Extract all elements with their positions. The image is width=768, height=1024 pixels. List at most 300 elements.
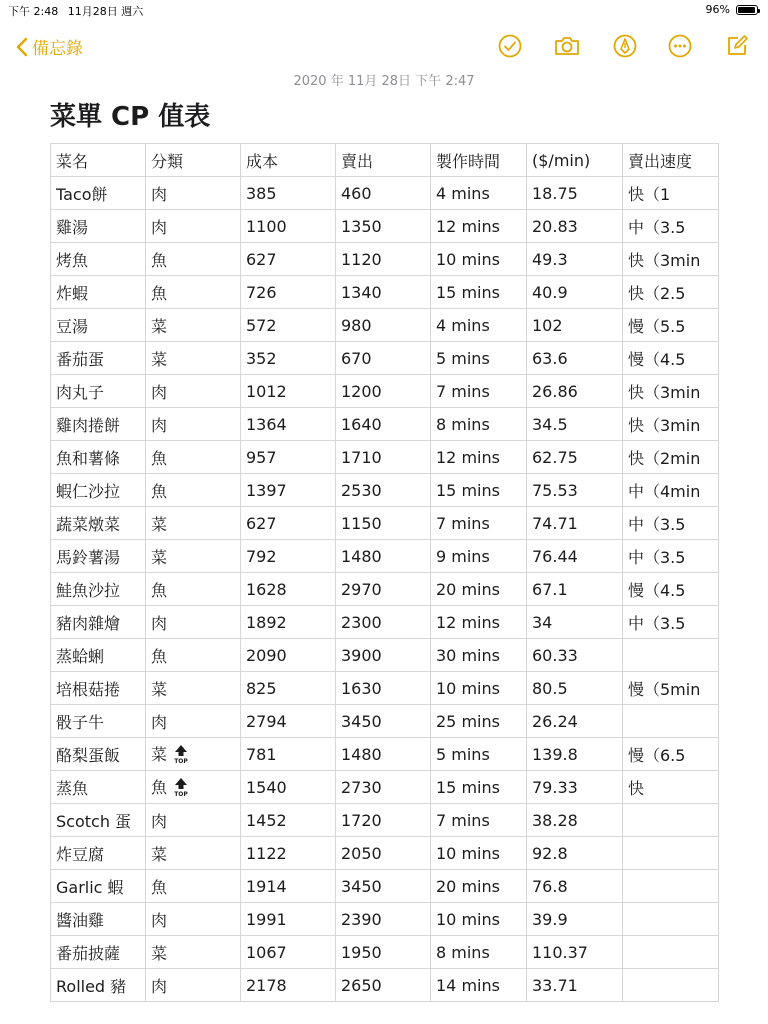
cell-price-text: 2530 — [341, 480, 382, 500]
cell-rate[interactable] — [527, 705, 623, 738]
cell-price-text: 1150 — [341, 513, 382, 533]
cell-cost[interactable] — [241, 639, 336, 672]
cell-price[interactable] — [336, 474, 431, 507]
header-cost[interactable]: 成本 — [241, 144, 336, 177]
cell-category[interactable] — [146, 441, 241, 474]
cell-cost-text: 352 — [246, 348, 277, 368]
cell-price-text: 460 — [341, 183, 372, 203]
cell-price-text: 1710 — [341, 447, 382, 467]
cell-speed[interactable] — [623, 672, 719, 705]
cell-rate[interactable] — [527, 474, 623, 507]
cell-speed[interactable] — [623, 243, 719, 276]
cell-cost[interactable] — [241, 210, 336, 243]
cell-cost[interactable] — [241, 573, 336, 606]
cell-category-text: 菜 — [151, 514, 168, 534]
cell-cost[interactable] — [241, 738, 336, 771]
cell-rate-text: 110.37 — [532, 942, 588, 962]
cell-cost[interactable] — [241, 969, 336, 1002]
cell-time[interactable] — [431, 177, 527, 210]
cell-cost-text: 1100 — [246, 216, 287, 236]
cell-category-text: 肉 — [151, 184, 168, 204]
cell-price[interactable] — [336, 903, 431, 936]
cell-rate-text: 18.75 — [532, 183, 578, 203]
cell-cost[interactable] — [241, 936, 336, 969]
header-name[interactable]: 菜名 — [51, 144, 146, 177]
cell-price-text: 1350 — [341, 216, 382, 236]
cell-rate-text: 60.33 — [532, 645, 578, 665]
cell-cost-text: 572 — [246, 315, 277, 335]
cell-category-text: 魚 — [151, 283, 168, 303]
cell-name-text: 番茄披薩 — [56, 943, 121, 963]
cell-category[interactable] — [146, 870, 241, 903]
cell-time-text: 5 mins — [436, 348, 490, 368]
cell-rate[interactable] — [527, 342, 623, 375]
cell-name[interactable] — [51, 408, 146, 441]
cell-time-text: 8 mins — [436, 942, 490, 962]
cell-category[interactable] — [146, 606, 241, 639]
cell-category[interactable] — [146, 804, 241, 837]
cell-speed[interactable] — [623, 210, 719, 243]
cell-category[interactable] — [146, 540, 241, 573]
cell-cost[interactable] — [241, 441, 336, 474]
battery-icon — [736, 5, 758, 15]
cell-rate[interactable] — [527, 408, 623, 441]
cell-cost[interactable] — [241, 474, 336, 507]
table-row — [51, 903, 719, 936]
table-row — [51, 969, 719, 1002]
cell-cost-text: 957 — [246, 447, 277, 467]
cell-time-text: 10 mins — [436, 843, 500, 863]
cell-price[interactable] — [336, 210, 431, 243]
cell-category-text: 菜 — [151, 316, 168, 336]
cell-time[interactable] — [431, 903, 527, 936]
cell-name[interactable] — [51, 936, 146, 969]
cell-name[interactable] — [51, 276, 146, 309]
markup-icon[interactable] — [612, 33, 638, 59]
cell-price-text: 2730 — [341, 777, 382, 797]
cell-name[interactable] — [51, 804, 146, 837]
cell-time[interactable] — [431, 606, 527, 639]
cell-cost-text: 781 — [246, 744, 277, 764]
cell-cost-text: 2794 — [246, 711, 287, 731]
cell-price-text: 1630 — [341, 678, 382, 698]
cell-name-text: 蒸蛤蜊 — [56, 646, 105, 666]
cell-category-text: 魚 — [151, 481, 168, 501]
cell-cost-text: 792 — [246, 546, 277, 566]
cell-speed[interactable] — [623, 639, 719, 672]
menu-table[interactable] — [50, 143, 719, 1002]
cell-time[interactable] — [431, 936, 527, 969]
cell-category[interactable] — [146, 210, 241, 243]
cell-category-text: 肉 — [151, 382, 168, 402]
checklist-icon[interactable] — [497, 33, 523, 59]
cell-category-text: 魚 — [151, 580, 168, 600]
cell-time[interactable] — [431, 540, 527, 573]
cell-rate[interactable] — [527, 804, 623, 837]
cell-name[interactable] — [51, 705, 146, 738]
cell-rate[interactable] — [527, 375, 623, 408]
cell-cost-text: 1397 — [246, 480, 287, 500]
cell-time[interactable] — [431, 474, 527, 507]
cell-rate[interactable] — [527, 540, 623, 573]
cell-name[interactable] — [51, 210, 146, 243]
cell-rate-text: 102 — [532, 315, 563, 335]
cell-price[interactable] — [336, 738, 431, 771]
cell-time[interactable] — [431, 639, 527, 672]
cell-speed[interactable] — [623, 375, 719, 408]
cell-category-text: 肉 — [151, 811, 168, 831]
cell-time[interactable] — [431, 804, 527, 837]
note-title[interactable]: 菜單 CP 值表 — [50, 102, 211, 132]
cell-time-text: 10 mins — [436, 678, 500, 698]
cell-speed[interactable] — [623, 441, 719, 474]
cell-name[interactable] — [51, 507, 146, 540]
cell-price-text: 2050 — [341, 843, 382, 863]
cell-price[interactable] — [336, 639, 431, 672]
cell-rate[interactable] — [527, 903, 623, 936]
cell-category[interactable] — [146, 408, 241, 441]
cell-price[interactable] — [336, 573, 431, 606]
cell-category[interactable] — [146, 177, 241, 210]
cell-rate[interactable] — [527, 309, 623, 342]
cell-speed[interactable] — [623, 804, 719, 837]
cell-name-text: 豬肉雜燴 — [56, 613, 121, 633]
cell-name-text: 炸蝦 — [56, 283, 89, 303]
cell-time[interactable] — [431, 507, 527, 540]
cell-category[interactable] — [146, 243, 241, 276]
header-time[interactable]: 製作時間 — [431, 144, 527, 177]
cell-speed-text: 快（1 — [628, 184, 671, 204]
cell-name-text: 醬油雞 — [56, 910, 105, 930]
cell-cost[interactable] — [241, 672, 336, 705]
cell-rate[interactable] — [527, 441, 623, 474]
cell-category-text: 菜 — [151, 745, 168, 765]
cell-cost-text: 2090 — [246, 645, 287, 665]
cell-time[interactable] — [431, 342, 527, 375]
cell-category-text: 肉 — [151, 910, 168, 930]
cell-time[interactable] — [431, 243, 527, 276]
cell-name-text: Rolled 豬 — [56, 976, 127, 996]
cell-name[interactable] — [51, 606, 146, 639]
cell-speed-text: 慢（4.5 — [628, 580, 686, 600]
table-row — [51, 771, 719, 804]
cell-speed[interactable] — [623, 342, 719, 375]
cell-name[interactable] — [51, 441, 146, 474]
top-arrow-icon — [173, 744, 189, 764]
cell-category-text: 魚 — [151, 778, 168, 798]
cell-name[interactable] — [51, 309, 146, 342]
cell-price-text: 2970 — [341, 579, 382, 599]
cell-time-text: 10 mins — [436, 909, 500, 929]
cell-price-text: 1200 — [341, 381, 382, 401]
cell-name[interactable] — [51, 771, 146, 804]
cell-name[interactable] — [51, 969, 146, 1002]
cell-time[interactable] — [431, 771, 527, 804]
cell-price[interactable] — [336, 606, 431, 639]
cell-time-text: 15 mins — [436, 777, 500, 797]
cell-rate-text: 139.8 — [532, 744, 578, 764]
cell-price[interactable] — [336, 408, 431, 441]
cell-category-text: 魚 — [151, 877, 168, 897]
cell-speed[interactable] — [623, 573, 719, 606]
cell-rate-text: 80.5 — [532, 678, 568, 698]
top-label: TOP — [174, 790, 188, 797]
header-rate[interactable]: ($/min) — [527, 144, 623, 177]
cell-rate[interactable] — [527, 573, 623, 606]
cell-speed[interactable] — [623, 969, 719, 1002]
cell-rate[interactable] — [527, 936, 623, 969]
cell-category[interactable] — [146, 276, 241, 309]
cell-name[interactable] — [51, 738, 146, 771]
cell-name[interactable] — [51, 672, 146, 705]
cell-cost[interactable] — [241, 243, 336, 276]
compose-icon[interactable] — [724, 33, 750, 59]
cell-name[interactable] — [51, 177, 146, 210]
cell-cost-text: 1991 — [246, 909, 287, 929]
cell-price[interactable] — [336, 804, 431, 837]
more-icon[interactable] — [667, 33, 693, 59]
cell-rate[interactable] — [527, 177, 623, 210]
cell-cost[interactable] — [241, 309, 336, 342]
cell-name[interactable] — [51, 639, 146, 672]
cell-price[interactable] — [336, 540, 431, 573]
cell-rate-text: 62.75 — [532, 447, 578, 467]
cell-cost[interactable] — [241, 507, 336, 540]
cell-rate-text: 92.8 — [532, 843, 568, 863]
cell-rate[interactable] — [527, 276, 623, 309]
cell-price[interactable] — [336, 177, 431, 210]
cell-name-text: 蒸魚 — [56, 778, 89, 798]
cell-category[interactable] — [146, 936, 241, 969]
cell-speed[interactable] — [623, 309, 719, 342]
cell-cost[interactable] — [241, 606, 336, 639]
cell-name[interactable] — [51, 903, 146, 936]
table-row — [51, 177, 719, 210]
cell-price-text: 3900 — [341, 645, 382, 665]
cell-name-text: 馬鈴薯湯 — [56, 547, 121, 567]
cell-cost[interactable] — [241, 276, 336, 309]
cell-rate[interactable] — [527, 771, 623, 804]
cell-rate-text: 74.71 — [532, 513, 578, 533]
cell-time[interactable] — [431, 573, 527, 606]
cell-category[interactable] — [146, 309, 241, 342]
cell-cost-text: 1540 — [246, 777, 287, 797]
back-button[interactable] — [16, 34, 83, 59]
table-row — [51, 309, 719, 342]
cell-speed[interactable] — [623, 474, 719, 507]
cell-category[interactable] — [146, 672, 241, 705]
cell-category-text: 菜 — [151, 844, 168, 864]
cell-category-text: 肉 — [151, 613, 168, 633]
cell-speed[interactable] — [623, 606, 719, 639]
table-row — [51, 474, 719, 507]
cell-rate-text: 67.1 — [532, 579, 568, 599]
cell-cost-text: 825 — [246, 678, 277, 698]
cell-cost[interactable] — [241, 177, 336, 210]
cell-speed-text: 快（3min — [628, 250, 701, 270]
cell-time[interactable] — [431, 969, 527, 1002]
cell-speed-text: 中（3.5 — [628, 613, 686, 633]
cell-rate[interactable] — [527, 969, 623, 1002]
cell-speed-text: 快（3min — [628, 415, 701, 435]
cell-price[interactable] — [336, 870, 431, 903]
cell-rate[interactable] — [527, 837, 623, 870]
cell-name[interactable] — [51, 573, 146, 606]
cell-category[interactable] — [146, 903, 241, 936]
cell-category-text: 菜 — [151, 349, 168, 369]
cell-name-text: Taco餅 — [56, 184, 108, 204]
cell-time[interactable] — [431, 441, 527, 474]
cell-name[interactable] — [51, 375, 146, 408]
cell-cost-text: 1914 — [246, 876, 287, 896]
cell-price-text: 3450 — [341, 876, 382, 896]
cell-time-text: 15 mins — [436, 480, 500, 500]
cell-price-text: 1480 — [341, 744, 382, 764]
cell-category[interactable] — [146, 705, 241, 738]
cell-price-text: 2390 — [341, 909, 382, 929]
cell-rate[interactable] — [527, 507, 623, 540]
cell-price[interactable] — [336, 507, 431, 540]
cell-speed[interactable] — [623, 870, 719, 903]
cell-time[interactable] — [431, 210, 527, 243]
cell-price[interactable] — [336, 969, 431, 1002]
cell-category[interactable] — [146, 771, 241, 804]
cell-speed-text: 慢（4.5 — [628, 349, 686, 369]
cell-price[interactable] — [336, 771, 431, 804]
cell-cost[interactable] — [241, 705, 336, 738]
cell-speed[interactable] — [623, 177, 719, 210]
cell-cost[interactable] — [241, 837, 336, 870]
cell-name-text: Garlic 蝦 — [56, 877, 124, 897]
cell-price[interactable] — [336, 441, 431, 474]
cell-cost[interactable] — [241, 408, 336, 441]
cell-speed[interactable] — [623, 738, 719, 771]
camera-icon[interactable] — [553, 33, 581, 59]
table-row — [51, 210, 719, 243]
cell-category[interactable] — [146, 474, 241, 507]
header-category[interactable]: 分類 — [146, 144, 241, 177]
cell-rate[interactable] — [527, 672, 623, 705]
cell-time-text: 10 mins — [436, 249, 500, 269]
cell-speed[interactable] — [623, 705, 719, 738]
cell-name-text: 蝦仁沙拉 — [56, 481, 121, 501]
cell-category[interactable] — [146, 507, 241, 540]
table-row — [51, 573, 719, 606]
cell-category-text: 魚 — [151, 646, 168, 666]
cell-name[interactable] — [51, 540, 146, 573]
cell-cost[interactable] — [241, 870, 336, 903]
cell-speed[interactable] — [623, 276, 719, 309]
cell-price[interactable] — [336, 936, 431, 969]
cell-speed[interactable] — [623, 507, 719, 540]
cell-price[interactable] — [336, 672, 431, 705]
table-row — [51, 441, 719, 474]
cell-speed[interactable] — [623, 837, 719, 870]
cell-time[interactable] — [431, 870, 527, 903]
cell-rate[interactable] — [527, 738, 623, 771]
cell-time[interactable] — [431, 375, 527, 408]
cell-cost-text: 2178 — [246, 975, 287, 995]
cell-time[interactable] — [431, 738, 527, 771]
cell-category[interactable] — [146, 738, 241, 771]
cell-rate[interactable] — [527, 606, 623, 639]
cell-speed[interactable] — [623, 903, 719, 936]
chevron-left-icon — [16, 37, 28, 57]
table-row — [51, 408, 719, 441]
cell-cost[interactable] — [241, 540, 336, 573]
cell-category-text: 菜 — [151, 943, 168, 963]
cell-category[interactable] — [146, 573, 241, 606]
cell-speed[interactable] — [623, 936, 719, 969]
header-price[interactable]: 賣出 — [336, 144, 431, 177]
cell-speed-text: 慢（5.5 — [628, 316, 686, 336]
cell-price[interactable] — [336, 276, 431, 309]
cell-cost[interactable] — [241, 771, 336, 804]
cell-category[interactable] — [146, 969, 241, 1002]
cell-time-text: 20 mins — [436, 579, 500, 599]
cell-speed-text: 快 — [628, 778, 645, 798]
cell-time[interactable] — [431, 705, 527, 738]
table-row — [51, 837, 719, 870]
cell-price[interactable] — [336, 375, 431, 408]
cell-rate[interactable] — [527, 210, 623, 243]
cell-category[interactable] — [146, 639, 241, 672]
cell-speed[interactable] — [623, 408, 719, 441]
cell-name[interactable] — [51, 474, 146, 507]
cell-category[interactable] — [146, 375, 241, 408]
cell-price[interactable] — [336, 309, 431, 342]
cell-time[interactable] — [431, 672, 527, 705]
cell-speed[interactable] — [623, 771, 719, 804]
cell-name-text: 骰子牛 — [56, 712, 105, 732]
table-row — [51, 804, 719, 837]
back-label: 備忘錄 — [32, 39, 83, 59]
cell-cost[interactable] — [241, 903, 336, 936]
cell-rate[interactable] — [527, 870, 623, 903]
cell-price[interactable] — [336, 705, 431, 738]
cell-name[interactable] — [51, 870, 146, 903]
cell-cost-text: 627 — [246, 249, 277, 269]
cell-name[interactable] — [51, 837, 146, 870]
cell-time[interactable] — [431, 408, 527, 441]
table-row — [51, 606, 719, 639]
cell-time[interactable] — [431, 837, 527, 870]
cell-category[interactable] — [146, 342, 241, 375]
cell-rate-text: 76.8 — [532, 876, 568, 896]
cell-cost[interactable] — [241, 342, 336, 375]
cell-name-text: 烤魚 — [56, 250, 89, 270]
cell-cost-text: 627 — [246, 513, 277, 533]
cell-cost[interactable] — [241, 375, 336, 408]
cell-cost[interactable] — [241, 804, 336, 837]
cell-speed-text: 中（3.5 — [628, 514, 686, 534]
cell-time[interactable] — [431, 309, 527, 342]
cell-name-text: 酪梨蛋飯 — [56, 745, 121, 765]
cell-rate[interactable] — [527, 243, 623, 276]
cell-time-text: 12 mins — [436, 216, 500, 236]
cell-name[interactable] — [51, 243, 146, 276]
cell-price[interactable] — [336, 243, 431, 276]
cell-category[interactable] — [146, 837, 241, 870]
cell-price[interactable] — [336, 342, 431, 375]
cell-price[interactable] — [336, 837, 431, 870]
cell-speed[interactable] — [623, 540, 719, 573]
cell-time[interactable] — [431, 276, 527, 309]
header-speed[interactable]: 賣出速度 — [623, 144, 719, 177]
cell-name[interactable] — [51, 342, 146, 375]
cell-rate[interactable] — [527, 639, 623, 672]
cell-speed-text: 慢（5min — [628, 679, 701, 699]
